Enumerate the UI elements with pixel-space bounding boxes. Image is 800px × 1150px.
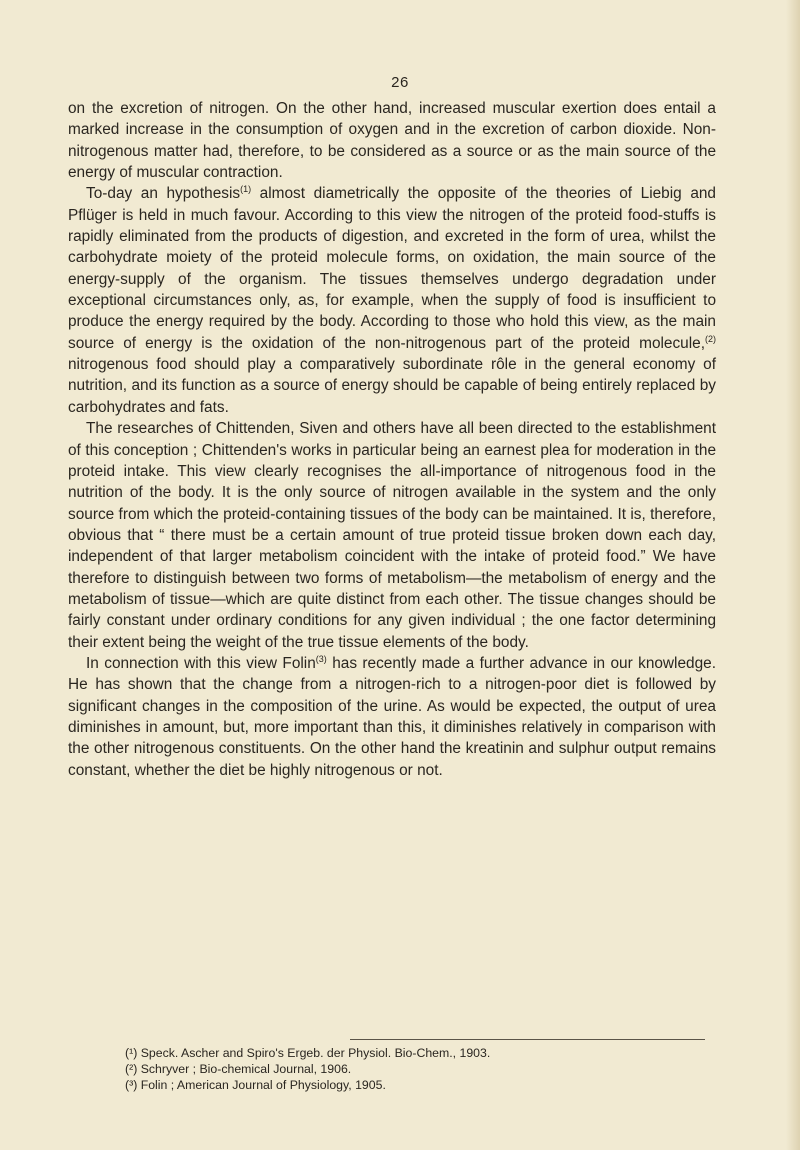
footnote: (¹) Speck. Ascher and Spiro's Ergeb. der Physiol. Bio-Chem., 1903. <box>125 1046 491 1060</box>
paragraph-text: The researches of Chittenden, Siven and others have all been directed to the establishment of this conception ; Chittenden's works in particular being an earnest plea for moderation in the proteid intake. This view clearly recognises the all-importance of nitrogenous food in the nutrition of the body. It is the only source of nitrogen available in the system and the only source from which the proteid-containing tissues of the body can be maintained. It is, therefore, obvious that “ there must be a certain amount of true proteid tissue broken down each day, independent of that larger metabolism coincident with the intake of proteid food.” We have therefore to distinguish between two forms of metabolism—the metabolism of energy and the metabolism of tissue—which are quite distinct from each other. The tissue changes should be fairly constant under ordinary conditions for any given individual ; the one factor determining their extent being the weight of the true tissue elements of the body. <box>68 420 716 651</box>
footnote: (³) Folin ; American Journal of Physiology, 1905. <box>125 1078 386 1093</box>
paragraph <box>68 98 716 183</box>
paragraph-text: on the excretion of nitrogen. On the other hand, increased muscular exertion does entail a marked increase in the consumption of oxygen and in the excretion of carbon dioxide. Non-nitrogenous matter had, therefore, to be considered as a source or as the main source of the energy of muscular contraction. <box>68 100 716 182</box>
footnote-ref: (3) <box>315 653 327 664</box>
paragraph-text: nitrogenous food should play a comparatively subordinate rôle in the general economy of nutrition, and its function as a source of energy should be capable of being entirely replaced by carbohydrates and fats. <box>68 356 716 416</box>
footnote-divider <box>350 1039 705 1040</box>
paragraph-text: In connection with this view Folin <box>86 654 316 672</box>
paragraph <box>68 418 716 653</box>
paragraph-text: has recently made a further advance in our knowledge. He has shown that the change from a nitrogen-rich to a nitrogen-poor diet is followed by significant changes in the composition of the urine. As would be expected, the output of urea diminishes in amount, but, more important than this, it diminishes relatively in comparison with the other nitrogenous constituents. On the other hand the kreatinin and sulphur output remains constant, whether the diet be highly nitrogenous or not. <box>68 654 716 779</box>
paragraph <box>68 183 716 418</box>
paragraph-text: To-day an hypothesis <box>86 185 241 203</box>
body-text <box>68 98 716 781</box>
paragraph-text: almost diametrically the opposite of the theories of Liebig and Pflüger is held in much favour. According to this view the nitrogen of the proteid food-stuffs is rapidly eliminated from the products of digestion, and excreted in the form of urea, whilst the carbohydrate moiety of the proteid molecule forms, on oxidation, the main source of the energy-supply of the organism. The tissues themselves undergo degradation under exceptional circumstances only, as, for example, when the supply of food is insufficient to produce the energy required by the body. According to those who hold this view, as the main source of energy is the oxidation of the non-nitrogenous part of the proteid molecule, <box>68 185 716 352</box>
footnotes <box>125 1045 685 1094</box>
paragraph <box>68 653 716 781</box>
footnote-ref: (1) <box>240 184 252 195</box>
footnote: (²) Schryver ; Bio-chemical Journal, 1906. <box>125 1062 352 1077</box>
page-edge-shadow <box>786 0 800 1150</box>
footnote-ref: (2) <box>705 333 716 344</box>
page-number: 26 <box>391 74 409 91</box>
